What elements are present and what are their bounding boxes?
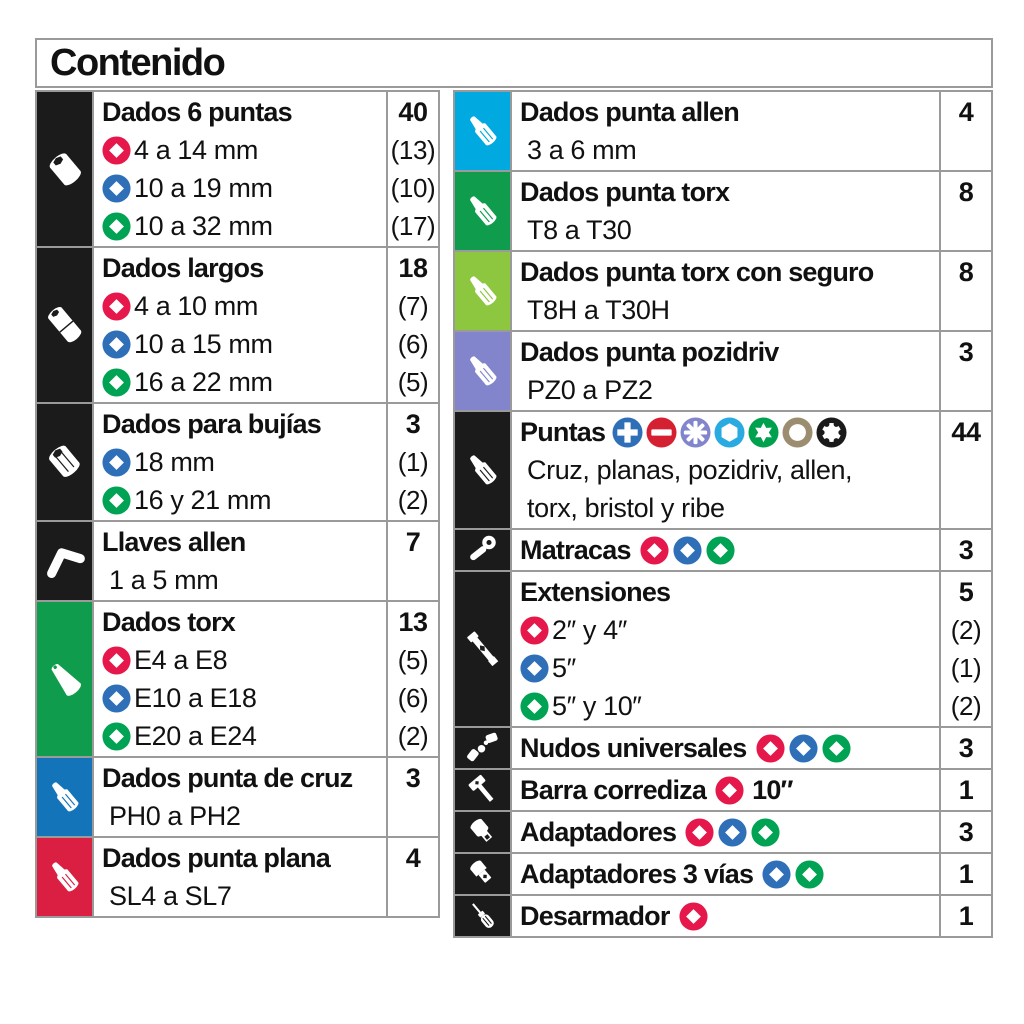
blue-diamond-icon: [102, 174, 131, 203]
row-icon-cell: [455, 332, 510, 410]
row-subcount: (2): [950, 691, 982, 721]
row-count-cell: [388, 602, 438, 756]
row-count-cell: [941, 812, 991, 852]
row-sub-line: [520, 131, 935, 169]
row-count-cell: [941, 530, 991, 570]
row-title: Dados 6 puntas: [102, 97, 292, 127]
row-subtext: 16 y 21 mm: [134, 485, 272, 515]
row-text-cell: [92, 758, 388, 836]
table-row: [455, 770, 991, 812]
row-subtext: PH0 a PH2: [109, 801, 241, 831]
row-title-suffix: 10″: [752, 775, 793, 805]
row-title: Nudos universales: [520, 733, 747, 763]
table-row: [455, 896, 991, 936]
row-subtext: 10 a 32 mm: [134, 211, 273, 241]
row-text-cell: [92, 92, 388, 246]
row-count: 8: [958, 257, 974, 287]
red-diamond-icon: [679, 902, 708, 931]
table-row: [455, 172, 991, 252]
row-subtext: T8 a T30: [527, 215, 632, 245]
row-title: Adaptadores: [520, 817, 677, 847]
row-title-line: [102, 759, 382, 797]
row-count: 4: [405, 843, 421, 873]
row-count-cell: [941, 172, 991, 250]
row-title-line: [520, 729, 935, 767]
row-text-cell: [510, 728, 941, 768]
row-text-cell: [510, 812, 941, 852]
row-subtext: 5″ y 10″: [552, 691, 642, 721]
row-sub-line: [520, 649, 935, 687]
row-subtext: 10 a 15 mm: [134, 329, 273, 359]
row-subcount: [941, 291, 991, 329]
row-title: Barra corrediza: [520, 775, 707, 805]
row-sub-line: [102, 169, 382, 207]
row-count-cell: [388, 92, 438, 246]
row-subtext: 18 mm: [134, 447, 215, 477]
row-count-cell: [388, 838, 438, 916]
row-title-line: [520, 413, 935, 451]
green-diamond-icon: [751, 818, 780, 847]
row-icon-cell: [455, 172, 510, 250]
table-row: [455, 252, 991, 332]
row-title-line: [520, 173, 935, 211]
green-diamond-icon: [102, 486, 131, 515]
row-title: Dados punta de cruz: [102, 763, 353, 793]
table-row: [37, 92, 438, 248]
green-diamond-icon: [102, 212, 131, 241]
row-sub-line: [520, 451, 935, 489]
row-subcount: (6): [397, 329, 429, 359]
short-socket-icon: [42, 146, 88, 192]
row-sub-line: [520, 291, 935, 329]
row-icon-cell: [455, 572, 510, 726]
table-row: [455, 572, 991, 728]
allen-bit-tip-icon: [714, 417, 745, 448]
green-diamond-icon: [822, 734, 851, 763]
row-subcount: (10): [390, 173, 436, 203]
row-count: 1: [958, 859, 974, 889]
drive-size-icons: [756, 734, 851, 763]
row-sub-line: [102, 287, 382, 325]
row-count-cell: [941, 412, 991, 528]
row-count: 1: [958, 901, 974, 931]
row-count-cell: [388, 758, 438, 836]
screwdriver-icon: [465, 898, 501, 934]
row-title: Dados punta torx: [520, 177, 730, 207]
red-diamond-icon: [520, 616, 549, 645]
row-count: 13: [398, 607, 428, 637]
allen-key-icon: [42, 538, 88, 584]
table-row: [455, 854, 991, 896]
red-diamond-icon: [102, 292, 131, 321]
row-title-line: [520, 813, 935, 851]
row-text-cell: [92, 602, 388, 756]
row-count-cell: [941, 770, 991, 810]
row-title: Dados punta plana: [102, 843, 330, 873]
row-sub-line: [520, 489, 935, 527]
blue-diamond-icon: [102, 330, 131, 359]
row-text-cell: [510, 332, 941, 410]
row-sub-line: [102, 717, 382, 755]
row-subtext: 5″: [552, 653, 576, 683]
row-text-cell: [510, 530, 941, 570]
tamper-torx-bit-socket-icon: [460, 268, 506, 314]
right-contents-table: [453, 90, 993, 938]
flat-bit-socket-icon: [42, 854, 88, 900]
row-title-line: [520, 333, 935, 371]
torx-bit-socket-icon: [460, 188, 506, 234]
bit-icon: [460, 447, 506, 493]
table-row: [37, 248, 438, 404]
row-subtext: torx, bristol y ribe: [527, 493, 725, 523]
row-subtext: E10 a E18: [134, 683, 257, 713]
bit-type-icons: [612, 417, 847, 448]
row-title: Matracas: [520, 535, 631, 565]
row-subcount: [941, 211, 991, 249]
row-count: 1: [958, 775, 974, 805]
row-title: Llaves allen: [102, 527, 246, 557]
row-sub-line: [102, 131, 382, 169]
row-icon-cell: [455, 728, 510, 768]
red-diamond-icon: [102, 136, 131, 165]
row-count: 8: [958, 177, 974, 207]
row-subcount: (7): [397, 291, 429, 321]
row-title: Extensiones: [520, 577, 671, 607]
row-subtext: E4 a E8: [134, 645, 228, 675]
row-title-line: [520, 531, 935, 569]
row-title-line: [520, 253, 935, 291]
row-count: 7: [405, 527, 421, 557]
green-diamond-icon: [520, 692, 549, 721]
row-text-cell: [92, 522, 388, 600]
torx-bit-tip-icon: [748, 417, 779, 448]
row-subcount: [941, 451, 991, 489]
ratchet-icon: [465, 532, 501, 568]
row-subcount: (2): [397, 721, 429, 751]
row-subtext: 10 a 19 mm: [134, 173, 273, 203]
row-subcount: [388, 877, 438, 915]
blue-diamond-icon: [718, 818, 747, 847]
row-title-line: [520, 855, 935, 893]
row-sub-line: [520, 371, 935, 409]
phillips-bit-tip-icon: [612, 417, 643, 448]
allen-bit-socket-icon: [460, 108, 506, 154]
ribe-bit-tip-icon: [816, 417, 847, 448]
table-row: [37, 404, 438, 522]
row-icon-cell: [455, 896, 510, 936]
row-subcount: [941, 131, 991, 169]
row-icon-cell: [37, 248, 92, 402]
row-subtext: T8H a T30H: [527, 295, 670, 325]
row-count: 4: [958, 97, 974, 127]
row-icon-cell: [455, 854, 510, 894]
row-subcount: [941, 489, 991, 527]
pozidriv-bit-socket-icon: [460, 348, 506, 394]
row-text-cell: [510, 172, 941, 250]
table-row: [455, 728, 991, 770]
row-count-cell: [941, 572, 991, 726]
row-subtext: 2″ y 4″: [552, 615, 627, 645]
row-count-cell: [388, 248, 438, 402]
row-title-line: [102, 603, 382, 641]
spark-plug-socket-icon: [42, 439, 88, 485]
row-count-cell: [941, 252, 991, 330]
table-row: [37, 758, 438, 838]
blue-diamond-icon: [762, 860, 791, 889]
row-sub-line: [520, 687, 935, 725]
row-subcount: (1): [397, 447, 429, 477]
row-sub-line: [102, 877, 382, 915]
red-diamond-icon: [756, 734, 785, 763]
green-diamond-icon: [102, 368, 131, 397]
row-count: 3: [958, 817, 974, 847]
row-subcount: (1): [950, 653, 982, 683]
row-text-cell: [92, 404, 388, 520]
row-subtext: 3 a 6 mm: [527, 135, 637, 165]
row-count: 44: [951, 417, 981, 447]
row-sub-line: [520, 611, 935, 649]
extension-bar-icon: [460, 626, 506, 672]
tables-wrapper: [35, 90, 993, 938]
row-subtext: 1 a 5 mm: [109, 565, 219, 595]
table-row: [37, 602, 438, 758]
row-title: Dados punta allen: [520, 97, 739, 127]
blue-diamond-icon: [520, 654, 549, 683]
table-row: [455, 92, 991, 172]
row-subcount: [941, 371, 991, 409]
row-icon-cell: [455, 530, 510, 570]
row-count: 3: [958, 733, 974, 763]
slotted-bit-tip-icon: [646, 417, 677, 448]
green-diamond-icon: [795, 860, 824, 889]
row-title-line: [520, 93, 935, 131]
row-count-cell: [941, 728, 991, 768]
row-title: Dados para bujías: [102, 409, 321, 439]
row-count-cell: [941, 854, 991, 894]
red-diamond-icon: [102, 646, 131, 675]
row-count-cell: [388, 522, 438, 600]
row-icon-cell: [455, 412, 510, 528]
phillips-bit-socket-icon: [42, 774, 88, 820]
row-count-cell: [941, 332, 991, 410]
table-row: [37, 838, 438, 916]
row-subcount: (2): [950, 615, 982, 645]
row-sub-line: [102, 561, 382, 599]
row-count: 18: [398, 253, 428, 283]
page-title: Contenido: [35, 38, 993, 88]
row-sub-line: [102, 443, 382, 481]
green-diamond-icon: [102, 722, 131, 751]
contents-sheet: [35, 38, 993, 938]
row-title-line: [102, 523, 382, 561]
row-text-cell: [92, 838, 388, 916]
blue-diamond-icon: [673, 536, 702, 565]
row-subtext: E20 a E24: [134, 721, 257, 751]
row-subtext: SL4 a SL7: [109, 881, 232, 911]
row-title-line: [520, 771, 935, 809]
row-title: Dados largos: [102, 253, 264, 283]
table-row: [455, 812, 991, 854]
table-row: [455, 530, 991, 572]
row-icon-cell: [455, 92, 510, 170]
row-text-cell: [510, 252, 941, 330]
row-sub-line: [102, 797, 382, 835]
row-title: Dados torx: [102, 607, 236, 637]
drive-size-icons: [762, 860, 824, 889]
row-subcount: (5): [397, 645, 429, 675]
row-title-line: [102, 405, 382, 443]
row-icon-cell: [455, 770, 510, 810]
row-subcount: [388, 561, 438, 599]
drive-size-icons: [679, 902, 708, 931]
row-count-cell: [388, 404, 438, 520]
row-icon-cell: [37, 92, 92, 246]
row-sub-line: [102, 481, 382, 519]
row-subtext: 4 a 10 mm: [134, 291, 258, 321]
bristol-bit-tip-icon: [782, 417, 813, 448]
row-sub-line: [102, 207, 382, 245]
table-row: [455, 332, 991, 412]
row-title-line: [520, 573, 935, 611]
row-icon-cell: [37, 602, 92, 756]
row-title: Desarmador: [520, 901, 670, 931]
row-text-cell: [92, 248, 388, 402]
row-sub-line: [102, 641, 382, 679]
left-contents-table: [35, 90, 440, 918]
row-icon-cell: [455, 812, 510, 852]
row-title-line: [520, 897, 935, 935]
universal-joint-icon: [465, 730, 501, 766]
drive-size-icons: [685, 818, 780, 847]
blue-diamond-icon: [102, 684, 131, 713]
row-icon-cell: [37, 758, 92, 836]
row-text-cell: [510, 854, 941, 894]
row-title-line: [102, 249, 382, 287]
row-text-cell: [510, 412, 941, 528]
row-sub-line: [102, 679, 382, 717]
sliding-bar-icon: [465, 772, 501, 808]
row-subtext: Cruz, planas, pozidriv, allen,: [527, 455, 853, 485]
row-subcount: (2): [397, 485, 429, 515]
drive-size-icons: [640, 536, 735, 565]
row-sub-line: [520, 211, 935, 249]
blue-diamond-icon: [789, 734, 818, 763]
row-title-line: [102, 839, 382, 877]
row-text-cell: [510, 770, 941, 810]
row-sub-line: [102, 325, 382, 363]
blue-diamond-icon: [102, 448, 131, 477]
red-diamond-icon: [685, 818, 714, 847]
red-diamond-icon: [640, 536, 669, 565]
table-row: [455, 412, 991, 530]
row-count: 3: [958, 337, 974, 367]
row-title: Adaptadores 3 vías: [520, 859, 754, 889]
row-text-cell: [510, 92, 941, 170]
row-icon-cell: [37, 838, 92, 916]
drive-size-icons: [715, 776, 744, 805]
row-sub-line: [102, 363, 382, 401]
row-subcount: [388, 797, 438, 835]
row-icon-cell: [37, 404, 92, 520]
row-subcount: (13): [390, 135, 436, 165]
row-icon-cell: [37, 522, 92, 600]
row-subcount: (5): [397, 367, 429, 397]
row-title: Puntas: [520, 417, 606, 447]
row-subtext: 4 a 14 mm: [134, 135, 258, 165]
pozidriv-bit-tip-icon: [680, 417, 711, 448]
row-title: Dados punta torx con seguro: [520, 257, 874, 287]
adapter-icon: [465, 814, 501, 850]
row-subcount: (6): [397, 683, 429, 713]
row-text-cell: [510, 896, 941, 936]
row-count: 40: [398, 97, 428, 127]
table-row: [37, 522, 438, 602]
row-count: 3: [405, 409, 421, 439]
row-count: 3: [405, 763, 421, 793]
row-count-cell: [941, 92, 991, 170]
row-title-line: [102, 93, 382, 131]
row-subtext: 16 a 22 mm: [134, 367, 273, 397]
row-count: 5: [958, 577, 974, 607]
row-count: 3: [958, 535, 974, 565]
three-way-adapter-icon: [465, 856, 501, 892]
row-title: Dados punta pozidriv: [520, 337, 779, 367]
row-count-cell: [941, 896, 991, 936]
long-socket-icon: [42, 302, 88, 348]
torx-socket-icon: [42, 656, 88, 702]
row-icon-cell: [455, 252, 510, 330]
green-diamond-icon: [706, 536, 735, 565]
row-subtext: PZ0 a PZ2: [527, 375, 653, 405]
row-subcount: (17): [390, 211, 436, 241]
red-diamond-icon: [715, 776, 744, 805]
row-text-cell: [510, 572, 941, 726]
